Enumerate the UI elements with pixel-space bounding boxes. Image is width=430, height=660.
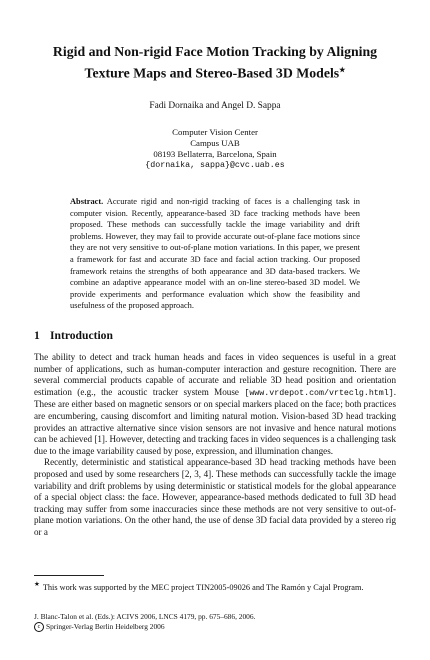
title-line-2: Texture Maps and Stereo-Based 3D Models (84, 65, 340, 81)
title-footnote-mark: ★ (339, 66, 346, 74)
paragraph-2: Recently, deterministic and statistical appearance-based 3D head tracking methods have been proposed and used by some researchers [2, 3, 4]. These methods can successfully tackle the image variability and drift problems by using deterministic or statistical models for the global appearance of a special object class: the face. However, appearance-based methods dedicated to full 3D head tracking may suffer from some inaccuracies since these methods are not very sensitive to out-of-plane motion variations. On the other hand, the use of dense 3D facial data provided by a stereo rig or a (34, 457, 396, 537)
footnote (34, 579, 396, 593)
citation-line: J. Blanc-Talon et al. (Eds.): ACIVS 2006, LNCS 4179, pp. 675–686, 2006. (34, 612, 256, 621)
copyright-letter: c (37, 624, 41, 631)
affiliation-line-2: Campus UAB (190, 138, 240, 148)
paragraph-1-start: The ability to detect and track human heads and faces in video sequences is useful in a great number of applications, such as human-computer interaction and gesture recognition. There are several commercial products capable of accurate and reliable 3D head position and orientation estimation (e.g., the acoustic tracker system Mouse (34, 352, 396, 397)
affiliation-line-1: Computer Vision Center (172, 127, 258, 137)
paper-title (30, 42, 400, 83)
footnote-mark: ★ (34, 581, 40, 588)
footnote-text: This work was supported by the MEC project TIN2005-09026 and The Ramón y Cajal Program. (42, 582, 364, 592)
copyright-text: Springer-Verlag Berlin Heidelberg 2006 (46, 622, 165, 631)
body-text (34, 352, 396, 539)
affiliation-line-3: 08193 Bellaterra, Barcelona, Spain (153, 149, 277, 159)
paragraph-1-end: . These are either based on magnetic sensors or on special markers placed on the face; both practices are encumbering, causing discomfort and limiting natural motion. Vision-based 3D head tracking provides an attractive alternative since vision sensors are not invasive and hence natural motions can be achieved [1]. However, detecting and tracking faces in video sequences is a challenging task due to the image variability caused by pose, expression, and illumination changes. (34, 386, 396, 456)
author-email: {dornaika, sappa}@cvc.uab.es (145, 161, 285, 170)
section-title: Introduction (50, 329, 113, 342)
affiliation-block (30, 127, 400, 171)
abstract-heading: Abstract. (70, 197, 104, 206)
publication-info (34, 612, 396, 632)
abstract (70, 196, 360, 312)
product-url: [www.vrdepot.com/vrteclg.html] (244, 388, 394, 398)
footnote-rule (34, 575, 104, 576)
section-number: 1 (34, 329, 40, 342)
copyright-icon (34, 622, 44, 632)
section-heading (34, 329, 394, 342)
paragraph-1 (34, 352, 396, 457)
copyright-line (34, 622, 396, 632)
abstract-text: Accurate rigid and non-rigid tracking of faces is a challenging task in computer vision. Recently, appearance-based 3D face tracking methods have been proposed. These methods can successfully tackle the image variability and drift problems. However, they may fail to provide accurate out-of-plane face motions since they are not very sensitive to out-of-plane motion variations. In this paper, we present a framework for fast and accurate 3D face and facial action tracking. Our proposed framework retains the strengths of both appearance and 3D data-based trackers. We combine an adaptive appearance model with an on-line stereo-based 3D model. We provide experiments and performance evaluation which show the feasibility and usefulness of the proposed approach. (70, 197, 360, 311)
author-list: Fadi Dornaika and Angel D. Sappa (149, 101, 281, 111)
title-line-1: Rigid and Non-rigid Face Motion Tracking by Aligning (52, 44, 378, 59)
